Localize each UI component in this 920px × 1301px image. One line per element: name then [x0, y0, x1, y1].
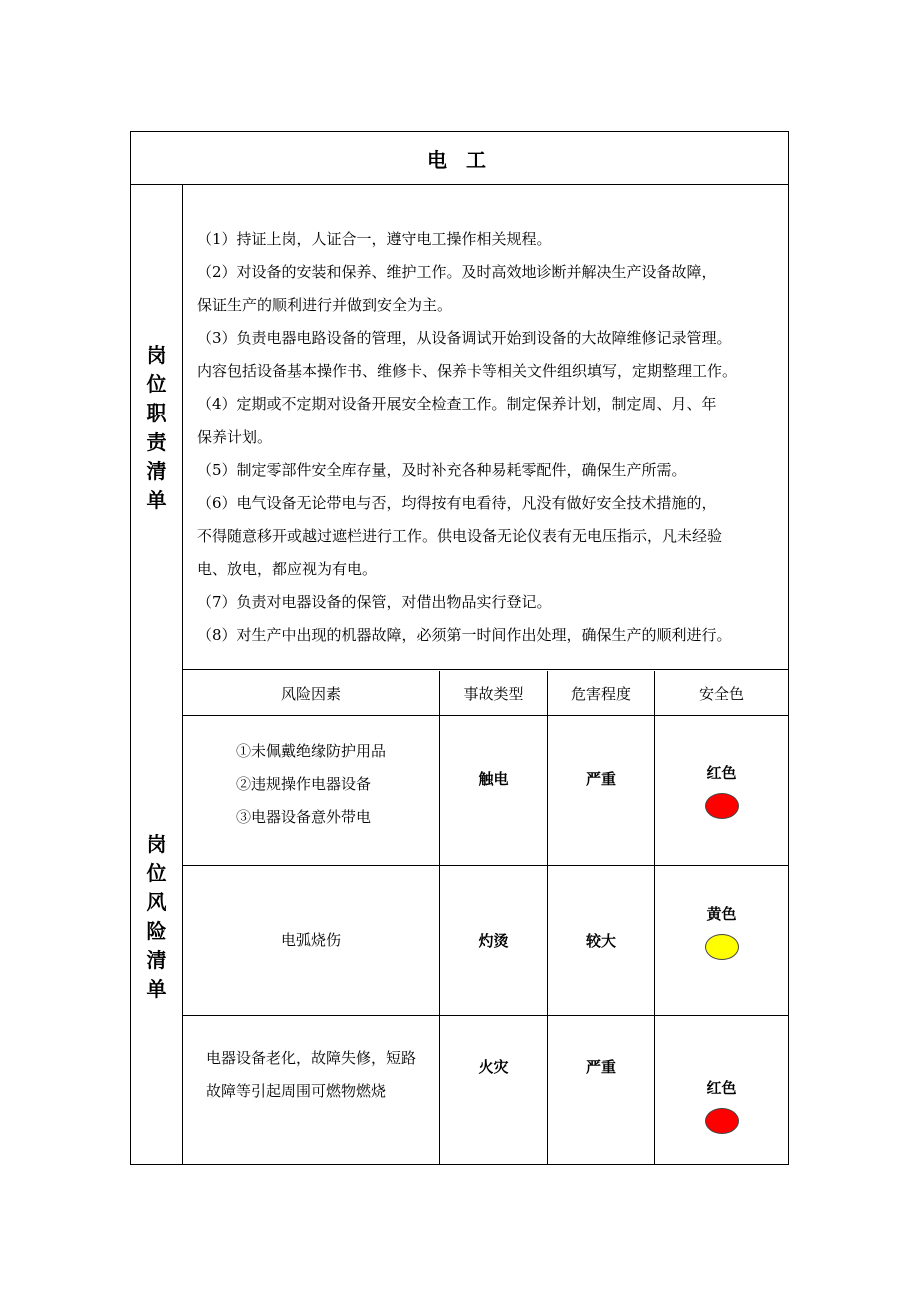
severity-level: 严重 — [585, 1057, 616, 1076]
risk-section-label — [131, 670, 183, 1164]
duty-line: （3）负责电器电路设备的管理，从设备调试开始到设备的大故障维修记录管理。 — [197, 329, 732, 347]
duty-line: （2）对设备的安装和保养、维护工作。及时高效地诊断并解决生产设备故障， — [197, 263, 717, 281]
label-char: 险 — [146, 919, 167, 943]
accident-type: 火灾 — [478, 1057, 509, 1076]
label-char: 岗 — [146, 342, 167, 367]
duty-line: （6）电气设备无论带电与否，均得按有电看待，凡没有做好安全技术措施的， — [197, 494, 717, 512]
header-accident-type: 事故类型 — [463, 684, 524, 703]
label-char: 岗 — [146, 832, 167, 856]
risk-table — [183, 671, 788, 1164]
safety-color-cell — [655, 716, 788, 865]
header-severity: 危害程度 — [570, 684, 631, 703]
risk-factor: ①未佩戴绝缘防护用品 — [235, 742, 386, 760]
table-row-factors — [183, 1016, 439, 1164]
safety-color-label: 黄色 — [706, 905, 737, 923]
label-char: 位 — [146, 371, 167, 396]
severity-level: 较大 — [585, 932, 616, 950]
accident-type: 触电 — [478, 770, 509, 788]
red-circle-icon — [705, 1108, 739, 1134]
safety-color-label: 红色 — [706, 764, 737, 782]
duty-line: 保证生产的顺利进行并做到安全为主。 — [197, 296, 453, 314]
label-char: 清 — [146, 458, 167, 483]
label-char: 位 — [146, 861, 167, 885]
yellow-circle-icon — [705, 934, 739, 960]
page-title: 电 工 — [131, 132, 788, 185]
risk-factor: ③电器设备意外带电 — [235, 808, 371, 826]
duty-line: （1）持证上岗，人证合一，遵守电工操作相关规程。 — [197, 230, 552, 248]
label-char: 单 — [146, 487, 167, 512]
duty-section-label — [131, 185, 183, 670]
duty-line: 内容包括设备基本操作书、维修卡、保养卡等相关文件组织填写，定期整理工作。 — [197, 362, 738, 380]
accident-type: 灼烫 — [478, 932, 509, 950]
table-row-factors — [183, 866, 439, 1015]
header-risk-factor: 风险因素 — [280, 684, 341, 703]
safety-color-label: 红色 — [706, 1078, 737, 1097]
risk-factor: ②违规操作电器设备 — [235, 775, 371, 793]
duty-line: （8）对生产中出现的机器故障，必须第一时间作出处理，确保生产的顺利进行。 — [197, 626, 732, 644]
risk-factor: 电弧烧伤 — [280, 931, 341, 949]
duty-line: 电、放电，都应视为有电。 — [197, 560, 378, 578]
header-safety-color: 安全色 — [698, 684, 744, 703]
duty-line: （4）定期或不定期对设备开展安全检查工作。制定保养计划，制定周、月、年 — [197, 395, 717, 413]
duty-list — [183, 185, 788, 670]
table-row-factors — [183, 716, 439, 865]
risk-factor: 电器设备老化，故障失修，短路 — [205, 1049, 416, 1067]
risk-factor: 故障等引起周围可燃物燃烧 — [205, 1082, 386, 1100]
severity-level: 严重 — [585, 770, 616, 788]
duty-line: （5）制定零部件安全库存量，及时补充各种易耗零配件，确保生产所需。 — [197, 461, 687, 479]
label-char: 清 — [146, 948, 167, 972]
duty-line: （7）负责对电器设备的保管，对借出物品实行登记。 — [197, 593, 552, 611]
safety-color-cell — [655, 866, 788, 1015]
duty-line: 不得随意移开或越过遮栏进行工作。供电设备无论仪表有无电压指示，凡未经验 — [197, 527, 723, 545]
label-char: 职 — [146, 400, 167, 425]
duty-line: 保养计划。 — [197, 428, 273, 446]
red-circle-icon — [705, 793, 739, 819]
safety-color-cell — [655, 1016, 788, 1164]
label-char: 单 — [146, 977, 167, 1001]
duty-sheet — [130, 131, 789, 1165]
label-char: 风 — [146, 890, 167, 914]
label-char: 责 — [146, 429, 167, 454]
